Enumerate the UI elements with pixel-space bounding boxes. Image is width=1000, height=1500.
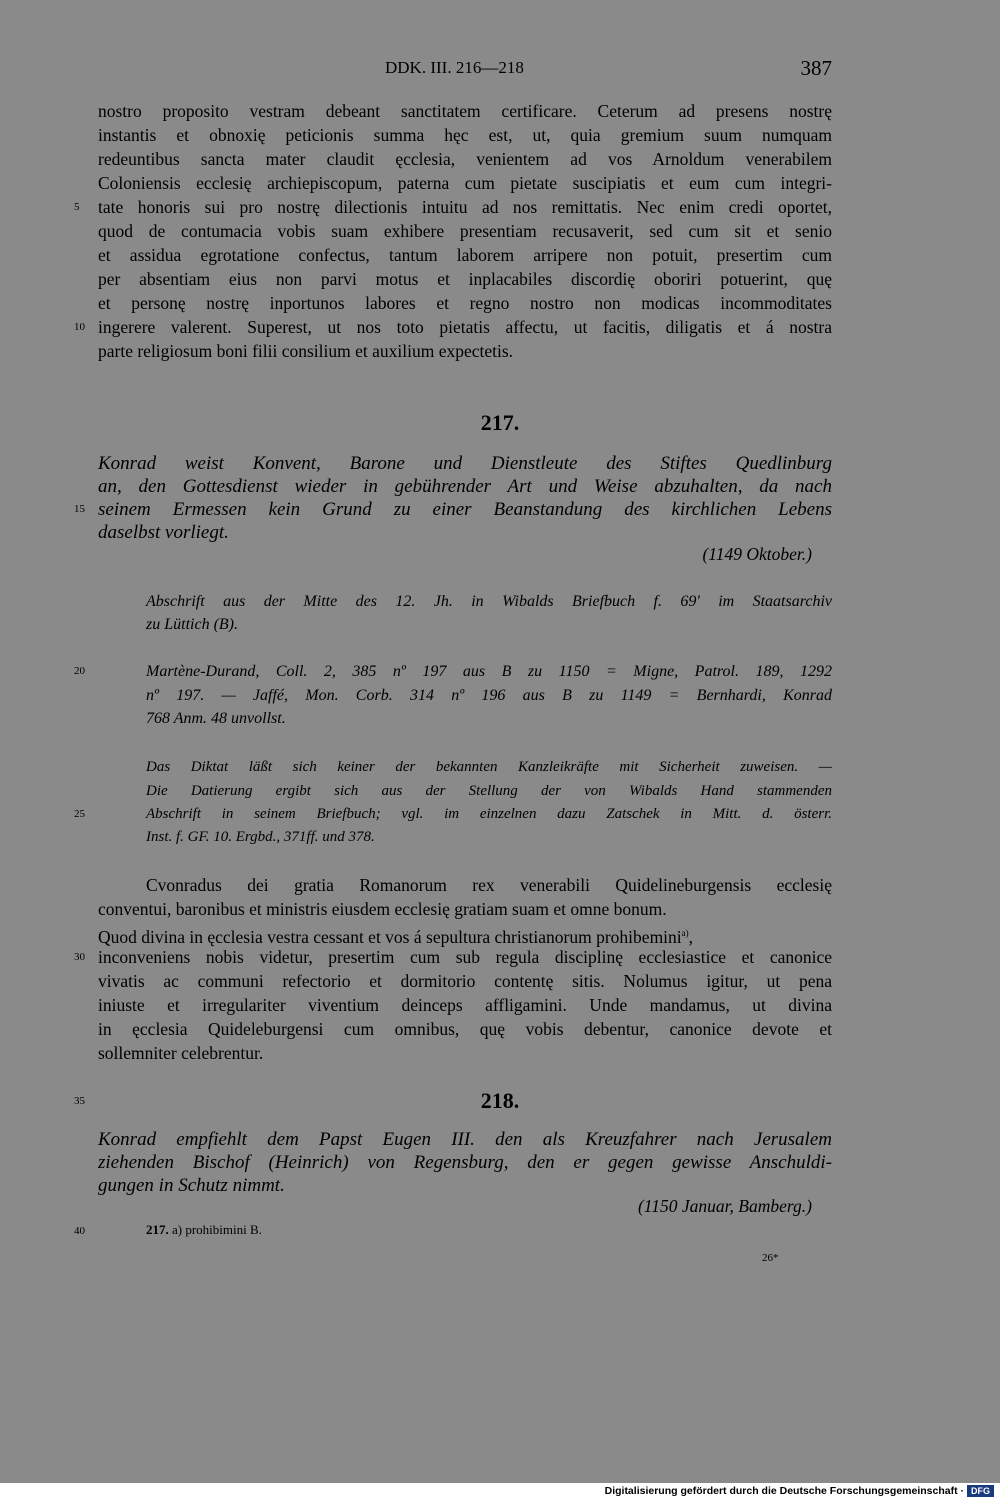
footnote-ref: 217. (146, 1222, 169, 1237)
footnote-marker: a) (681, 928, 689, 938)
page-number: 387 (800, 56, 832, 80)
dfg-logo: DFG (967, 1485, 994, 1497)
text-line: et assidua egrotatione confectus, tantum laborem arripere non potuit, presertim cum (98, 245, 832, 265)
document-number: 217. (480, 410, 520, 435)
document-number: 218. (480, 1088, 520, 1113)
document-date: (1150 Januar, Bamberg.) (637, 1196, 812, 1216)
text-line: redeuntibus sancta mater claudit ęcclesia, venientem ad vos Arnoldum venerabilem (98, 149, 832, 169)
remark-line: Inst. f. GF. 10. Ergbd., 371ff. und 378. (146, 829, 375, 845)
charter-line: iniuste et irregulariter viventium deinceps affligamini. Unde mandamus, ut divina (98, 995, 832, 1015)
text-line: per absentiam eius non parvi motus et inplacabiles discordię oboriri potuerint, quę (98, 269, 832, 289)
line-number: 40 (74, 1225, 85, 1237)
footer-credit: Digitalisierung gefördert durch die Deutsche Forschungsgemeinschaft · (604, 1485, 964, 1497)
charter-line: in ęcclesia Quideleburgensi cum omnibus, quę vobis debentur, canonice devote et (98, 1019, 832, 1039)
text-line: quod de contumacia vobis suam exhibere presentiam recusaverit, sed cum sit et senio (98, 221, 832, 241)
editions-line: Martène-Durand, Coll. 2, 385 nº 197 aus B zu 1150 = Migne, Patrol. 189, 1292 (146, 663, 832, 680)
remark-line: Abschrift in seinem Briefbuch; vgl. im einzelnen dazu Zatschek in Mitt. d. österr. (146, 806, 832, 822)
regest-line: gungen in Schutz nimmt. (98, 1175, 285, 1196)
line-number: 35 (74, 1095, 85, 1107)
regest-line: seinem Ermessen kein Grund zu einer Beanstandung des kirchlichen Lebens (98, 499, 832, 520)
document-date: (1149 Oktober.) (702, 544, 812, 564)
tradition-line: zu Lüttich (B). (146, 616, 238, 633)
line-number: 15 (74, 503, 85, 515)
line-number: 25 (74, 808, 85, 820)
signature-mark: 26* (762, 1252, 779, 1264)
regest-line: daselbst vorliegt. (98, 522, 229, 543)
regest-line: an, den Gottesdienst wieder in gebührender Art und Weise abzuhalten, da nach (98, 476, 832, 497)
regest-line: ziehenden Bischof (Heinrich) von Regensburg, den er gegen gewisse Anschuldi- (98, 1152, 832, 1173)
line-number: 10 (74, 321, 85, 333)
text-line: et personę nostrę inportunos labores et regno nostro non modicas incommoditates (98, 293, 832, 313)
tradition-line: Abschrift aus der Mitte des 12. Jh. in Wibalds Briefbuch f. 69' im Staatsarchiv (146, 593, 832, 610)
remark-line: Das Diktat läßt sich keiner der bekannten Kanzleikräfte mit Sicherheit zuweisen. — (146, 759, 832, 775)
charter-line: sollemniter celebrentur. (98, 1043, 264, 1063)
regest-line: Konrad empfiehlt dem Papst Eugen III. den als Kreuzfahrer nach Jerusalem (98, 1129, 832, 1150)
charter-line: Quod divina in ęcclesia vestra cessant et vos á sepultura christianorum prohibemini$^{a)}$, (98, 926, 694, 947)
footnote-text: a) prohibimini B. (172, 1222, 262, 1237)
editions-line: 768 Anm. 48 unvollst. (146, 710, 286, 727)
text-line: nostro proposito vestram debeant sanctitatem certificare. Ceterum ad presens nostrę (98, 101, 832, 121)
regest-line: Konrad weist Konvent, Barone und Dienstleute des Stiftes Quedlinburg (98, 453, 832, 474)
text-line: ingerere valerent. Superest, ut nos toto pietatis affectu, ut facitis, diligatis et á nostra (98, 317, 832, 337)
charter-line: Cvonradus dei gratia Romanorum rex venerabili Quidelineburgensis ecclesię (146, 875, 832, 895)
charter-line: conventui, baronibus et ministris eiusdem ecclesię gratiam suam et omne bonum. (98, 899, 667, 919)
line-number: 5 (74, 201, 80, 213)
charter-line-text: Quod divina in ęcclesia vestra cessant et vos á sepultura christianorum prohibemini (98, 926, 682, 947)
text-line: Coloniensis ecclesię archiepiscopum, paterna cum pietate suscipiatis et eum cum integri- (98, 173, 832, 193)
text-line: parte religiosum boni filii consilium et auxilium expectetis. (98, 341, 514, 361)
footnote (146, 1222, 262, 1238)
text-line: tate honoris sui pro nostrę dilectionis intuitu ad nos remittatis. Nec enim credi oportet, (98, 197, 832, 217)
editions-line: nº 197. — Jaffé, Mon. Corb. 314 nº 196 aus B zu 1149 = Bernhardi, Konrad (146, 687, 832, 704)
text-line: instantis et obnoxię peticionis summa hęc est, ut, quia gremium suum numquam (98, 125, 832, 145)
remark-line: Die Datierung ergibt sich aus der Stellung der von Wibalds Hand stammenden (146, 783, 832, 799)
running-title: DDK. III. 216—218 (385, 58, 524, 77)
line-number: 20 (74, 665, 85, 677)
charter-line: inconveniens nobis videtur, presertim cum sub regula disciplinę ecclesiastice et canonice (98, 947, 832, 967)
charter-line: vivatis ac communi refectorio et dormitorio contentę sitis. Nolumus igitur, ut pena (98, 971, 832, 991)
line-number: 30 (74, 951, 85, 963)
